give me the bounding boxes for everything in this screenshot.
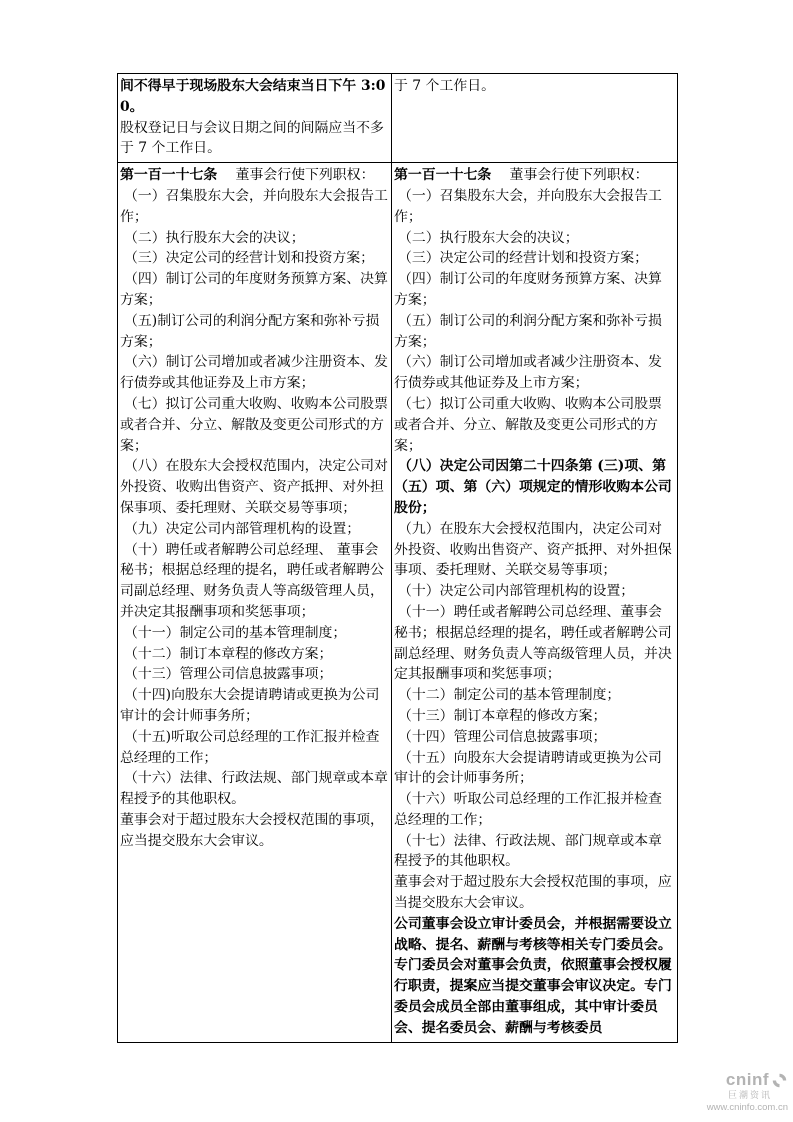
paragraph [120, 248, 389, 269]
paragraph [394, 706, 675, 727]
paragraph [394, 872, 675, 914]
text-segment: （十四）管理公司信息披露事项； [398, 728, 607, 745]
text-segment: （十一）制定公司的基本管理制度； [124, 624, 347, 641]
text-segment: （三）决定公司的经营计划和投资方案； [398, 250, 649, 267]
text-segment: （十二）制定公司的基本管理制度； [398, 687, 621, 704]
text-segment: （八）在股东大会授权范围内，决定公司对外投资、收购出售资产、资产抵押、对外担保事项、委托理财、关联交易等事项； [120, 458, 388, 516]
logo-caption-cn: 巨潮资讯 [727, 1089, 772, 1100]
comparison-table [117, 73, 678, 1043]
left-column-cell [118, 163, 392, 1042]
paragraph [120, 768, 389, 810]
paragraph [394, 789, 675, 831]
text-segment: （五)制订公司的利润分配方案和弥补亏损方案； [120, 312, 380, 350]
paragraph [394, 311, 675, 353]
text-segment: （二）执行股东大会的决议； [398, 229, 579, 246]
paragraph [120, 664, 389, 685]
paragraph [120, 269, 389, 311]
paragraph [120, 623, 389, 644]
text-segment: 股权登记日与会议日期之间的间隔应当不多于 7 个工作日。 [120, 119, 384, 157]
text-segment: （六）制订公司增加或者减少注册资本、发行债券或其他证券及上市方案； [394, 354, 662, 392]
text-segment: 董事会行使下列职权： [217, 167, 375, 184]
paragraph [120, 727, 389, 769]
bold-text-segment: 第一百一十七条 [120, 167, 218, 184]
paragraph [394, 748, 675, 790]
paragraph [394, 352, 675, 394]
table-row [118, 74, 678, 163]
paragraph [120, 644, 389, 665]
paragraph [120, 352, 389, 394]
text-segment: 董事会对于超过股东大会授权范围的事项，应当提交股东大会审议。 [120, 811, 384, 849]
text-segment: （十）聘任或者解聘公司总经理、 董事会秘书；根据总经理的提名，聘任或者解聘公司副总经理、财务负责人等高级管理人员，并决定其报酬事项和奖惩事项； [120, 541, 384, 620]
paragraph [120, 519, 389, 540]
paragraph [394, 186, 675, 228]
text-segment: （一）召集股东大会，并向股东大会报告工作； [120, 187, 388, 225]
text-segment: （七）拟订公司重大收购、收购本公司股票或者合并、分立、解散及变更公司形式的方案； [120, 395, 388, 454]
paragraph [120, 165, 389, 186]
paragraph [120, 76, 389, 118]
text-segment: （十七）法律、行政法规、部门规章或本章程授予的其他职权。 [394, 832, 662, 870]
cninfo-wordmark-row [707, 1071, 788, 1090]
paragraph [120, 228, 389, 249]
paragraph [120, 118, 389, 160]
paragraph [394, 456, 675, 518]
text-segment: （五）制订公司的利润分配方案和弥补亏损方案； [394, 312, 662, 350]
left-column-cell [118, 74, 392, 163]
text-segment: （一）召集股东大会，并向股东大会报告工作； [394, 187, 662, 225]
text-segment: （六）制订公司增加或者减少注册资本、发行债券或其他证券及上市方案； [120, 354, 388, 392]
text-segment: （十六）法律、行政法规、部门规章或本章程授予的其他职权。 [120, 770, 388, 808]
paragraph [394, 394, 675, 456]
text-segment: （十二）制订本章程的修改方案； [124, 645, 333, 662]
text-segment: 董事会行使下列职权： [491, 167, 649, 184]
right-column-cell [392, 74, 678, 163]
bold-text-segment: 第一百一十七条 [394, 167, 492, 184]
paragraph [394, 727, 675, 748]
paragraph [394, 831, 675, 873]
logo-caption-url: www.cninfo.com.cn [706, 1101, 788, 1113]
paragraph [394, 581, 675, 602]
text-segment: （九）在股东大会授权范围内，决定公司对外投资、收购出售资产、资产抵押、对外担保事项、委托理财、关联交易等事项； [394, 520, 672, 579]
text-segment: 于 7 个工作日。 [394, 78, 496, 94]
table-row [118, 163, 678, 1042]
paragraph [394, 602, 675, 685]
text-segment: （十五)听取公司总经理的工作汇报并检查总经理的工作； [120, 728, 380, 766]
text-segment: 董事会对于超过股东大会授权范围的事项，应当提交股东大会审议。 [394, 874, 672, 912]
paragraph [394, 228, 675, 249]
paragraph [394, 519, 675, 581]
text-segment: （十三）制订本章程的修改方案； [398, 707, 607, 724]
bold-text-segment: 间不得早于现场股东大会结束当日下午 3:00。 [120, 78, 386, 115]
table-body [118, 74, 678, 1043]
paragraph [394, 248, 675, 269]
paragraph [120, 456, 389, 518]
paragraph [394, 685, 675, 706]
paragraph [394, 914, 675, 1039]
paragraph [394, 165, 675, 186]
paragraph [120, 540, 389, 623]
swirl-icon [771, 1072, 788, 1089]
text-segment: （四）制订公司的年度财务预算方案、决算方案； [120, 271, 388, 308]
paragraph [394, 269, 675, 311]
text-segment: （十三）管理公司信息披露事项； [124, 666, 333, 683]
text-segment: （十一）聘任或者解聘公司总经理、董事会秘书；根据总经理的提名，聘任或者解聘公司副总经理、财务负责人等高级管理人员，并决定其报酬事项和奖惩事项； [394, 603, 672, 683]
paragraph [120, 685, 389, 727]
bold-text-segment: （八）决定公司因第二十四条第 (三)项、第（五）项、第（六）项规定的情形收购本公司股份； [394, 458, 672, 516]
text-segment: （十四)向股东大会提请聘请或更换为公司审计的会计师事务所； [120, 687, 380, 724]
bold-text-segment: 公司董事会设立审计委员会，并根据需要设立战略、提名、薪酬与考核等相关专门委员会。专门委员会对董事会负责，依照董事会授权履行职责，提案应当提交董事会审议决定。专门委员会成员全部由董事组成，其中审计委员会、提名委员会、薪酬与考核委员 [394, 915, 672, 1036]
paragraph [120, 810, 389, 852]
text-segment: （十）决定公司内部管理机构的设置； [398, 583, 635, 600]
text-segment: （十六）听取公司总经理的工作汇报并检查总经理的工作； [394, 791, 662, 828]
text-segment: （四）制订公司的年度财务预算方案、决算方案； [394, 271, 662, 308]
text-segment: （二）执行股东大会的决议； [124, 229, 305, 246]
paragraph [120, 394, 389, 456]
right-column-cell [392, 163, 678, 1042]
text-segment: （九）决定公司内部管理机构的设置； [124, 520, 361, 537]
cninfo-logo [707, 1071, 788, 1113]
text-segment: （三）决定公司的经营计划和投资方案； [124, 250, 375, 267]
text-segment: （十五）向股东大会提请聘请或更换为公司审计的会计师事务所； [394, 749, 662, 787]
paragraph [120, 186, 389, 228]
paragraph [394, 76, 675, 97]
text-segment: （七）拟订公司重大收购、收购本公司股票或者合并、分立、解散及变更公司形式的方案； [394, 395, 662, 454]
cninfo-wordmark: cninf [725, 1069, 769, 1089]
paragraph [120, 311, 389, 353]
